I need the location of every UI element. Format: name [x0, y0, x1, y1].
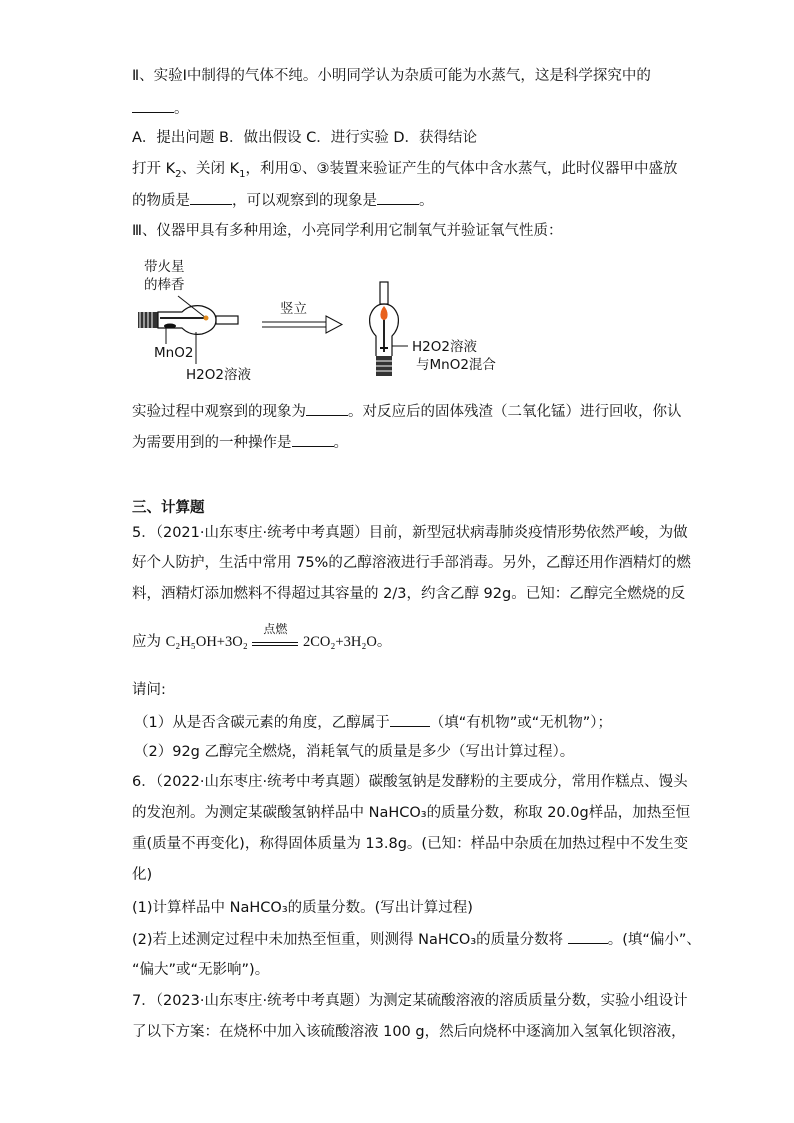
text-line: 的发泡剂。为测定某碳酸氢钠样品中 NaHCO₃的质量分数，称取 20.0g样品，加热至恒 — [132, 805, 691, 821]
pointer-line — [178, 296, 206, 318]
text-line: 5．（2021·山东枣庄·统考中考真题）目前，新型冠状病毒肺炎疫情形势依然严峻，为做 — [132, 525, 688, 541]
text-line: 好个人防护，生活中常用 75%的乙醇溶液进行手部消毒。另外，乙醇还用作酒精灯的燃 — [132, 555, 691, 571]
label-glowing-splint-2: 的棒香 — [144, 277, 185, 293]
text-line: 实验过程中观察到的现象为 。对反应后的固体残渣（二氧化锰）进行回收，你认 — [132, 401, 682, 422]
label-h2o2: H2O2溶液 — [186, 367, 251, 383]
equation-line: 应为 C₂H₅OH+3O₂ 点燃 2CO₂+3H₂O。 — [132, 632, 391, 652]
text-line: （2）92g 乙醇完全燃烧，消耗氧气的质量是多少（写出计算过程）。 — [134, 744, 575, 760]
text-line: 7．（2023·山东枣庄·统考中考真题）为测定某硫酸溶液的溶质质量分数，实验小组设计 — [132, 993, 688, 1009]
answer-blank[interactable] — [390, 712, 430, 727]
answer-blank[interactable] — [292, 432, 334, 447]
ember — [204, 316, 209, 321]
label-mno2: MnO2 — [154, 345, 194, 361]
text-line: 料，酒精灯添加燃料不得超过其容量的 2/3，约含乙醇 92g。已知：乙醇完全燃烧的反 — [132, 586, 686, 602]
text-line: Ⅱ、实验Ⅰ中制得的气体不纯。小明同学认为杂质可能为水蒸气，这是科学探究中的 — [132, 68, 651, 84]
apparatus-figure — [130, 252, 510, 392]
label-right-2: 与MnO2混合 — [416, 357, 496, 373]
label-glowing-splint: 带火星 — [144, 259, 185, 275]
text-line: Ⅲ、仪器甲具有多种用途，小亮同学利用它制氧气并验证氧气性质： — [132, 223, 563, 239]
answer-blank[interactable] — [190, 190, 232, 205]
text-line: 6．（2022·山东枣庄·统考中考真题）碳酸氢钠是发酵粉的主要成分，常用作糕点、馒头 — [132, 774, 688, 790]
text-line: 。 — [132, 98, 189, 119]
arrow-label: 竖立 — [280, 301, 307, 317]
text-line: 打开 $K_2$、关闭 $K_1$，利用①、③装置来验证产生的气体中含水蒸气，此时仪器甲中盛放 — [132, 161, 678, 180]
mno2-solid — [164, 324, 176, 329]
label-right-1: H2O2溶液 — [412, 339, 477, 355]
text-line: 重(质量不再变化)，称得固体质量为 13.8g。(已知：样品中杂质在加热过程中不发生变 — [132, 836, 689, 852]
text-line: 为需要用到的一种操作是 。 — [132, 432, 348, 453]
reaction-condition: 点燃 — [263, 622, 288, 636]
reaction-arrow — [252, 622, 298, 646]
answer-blank[interactable] — [132, 98, 174, 113]
text-line: 化) — [132, 867, 153, 883]
options-line: A．提出问题 B．做出假设 C．进行实验 D．获得结论 — [132, 130, 477, 146]
text-line: 的物质是 ，可以观察到的现象是 。 — [132, 190, 434, 211]
text-line: 请问: — [132, 682, 166, 698]
text-line: “偏大”或“无影响”)。 — [132, 962, 270, 978]
answer-blank[interactable] — [377, 190, 419, 205]
section-title: 三、计算题 — [132, 500, 205, 516]
text-line: (2)若上述测定过程中未加热至恒重，则测得 NaHCO₃的质量分数将 。(填“偏小”、 — [132, 929, 701, 950]
text-line: 了以下方案：在烧杯中加入该硫酸溶液 100 g，然后向烧杯中逐滴加入氢氧化钡溶液， — [132, 1024, 686, 1040]
text-line: (1)计算样品中 NaHCO₃的质量分数。(写出计算过程) — [132, 900, 473, 916]
text-line: （1）从是否含碳元素的角度，乙醇属于 （填“有机物”或“无机物”）； — [134, 712, 612, 733]
answer-blank[interactable] — [568, 929, 608, 944]
answer-blank[interactable] — [306, 401, 348, 416]
arrow-head — [326, 316, 342, 333]
flame — [380, 306, 387, 320]
